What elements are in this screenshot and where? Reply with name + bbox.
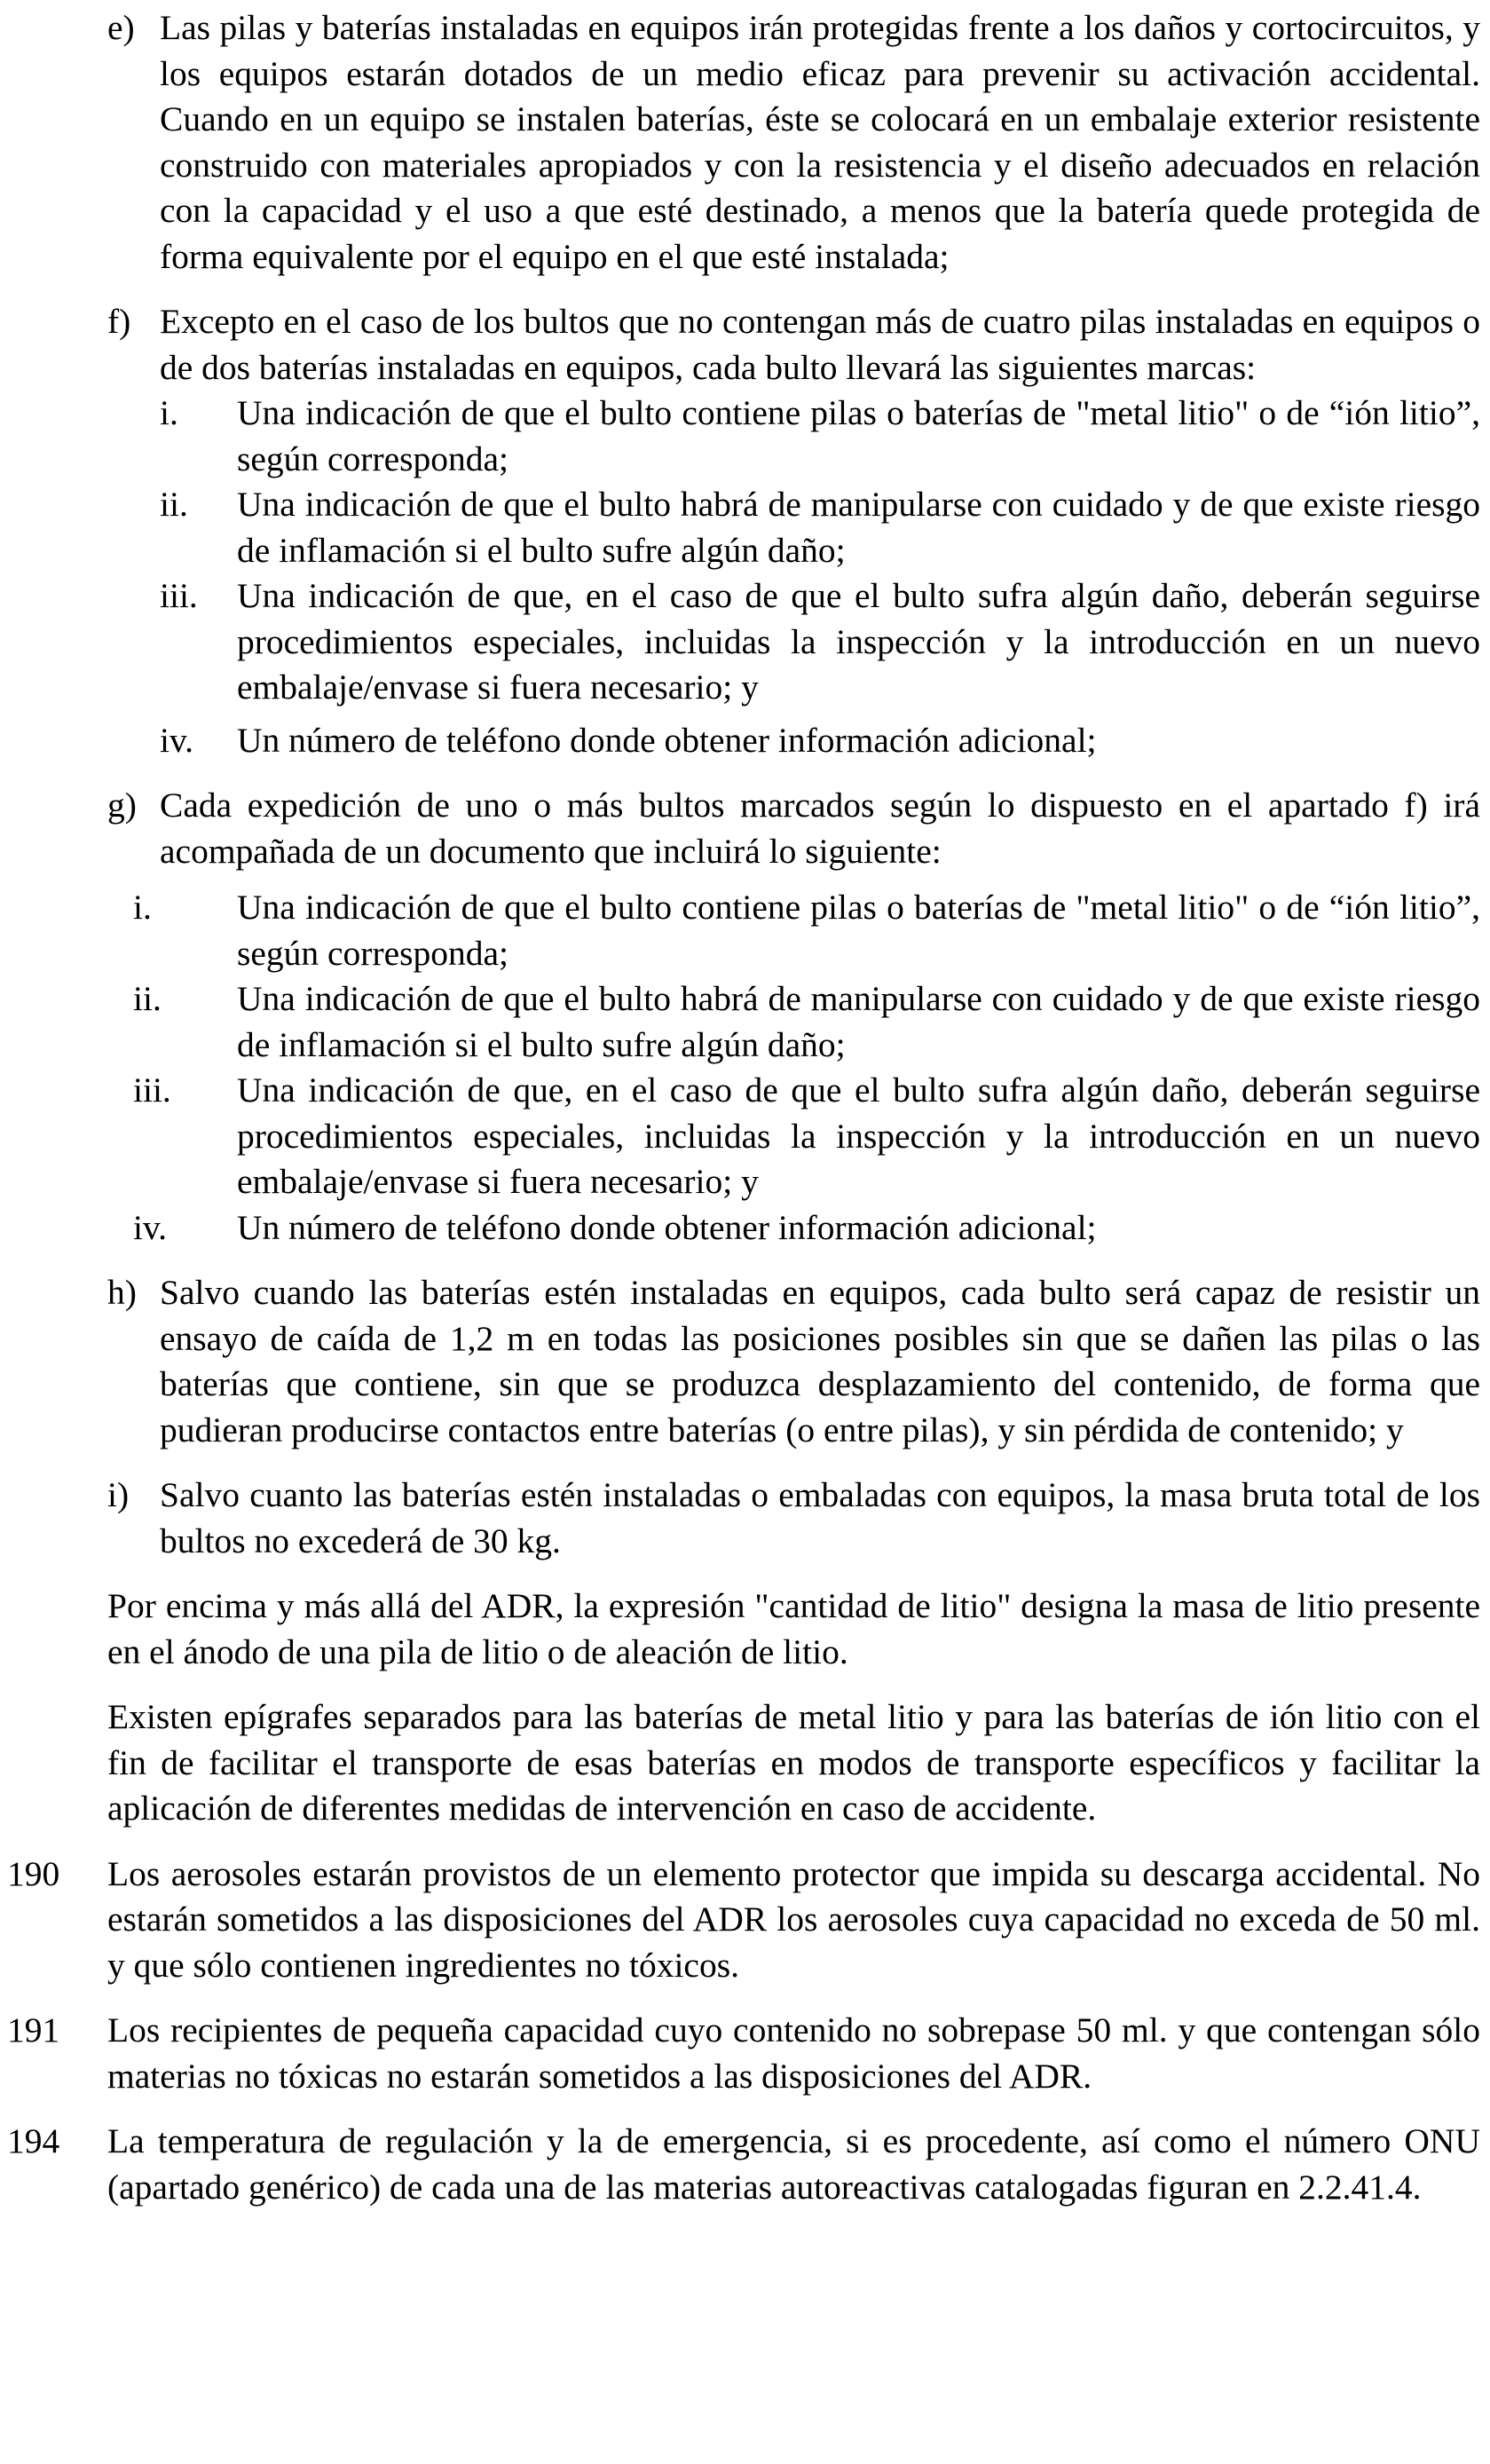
provision-194 xyxy=(0,2119,1490,2210)
roman-numeral: i. xyxy=(160,393,178,432)
sublist-item xyxy=(133,1205,1480,1252)
sublist-item xyxy=(160,482,1480,573)
item-text: Las pilas y baterías instaladas en equipos irán protegidas frente a los daños y cortocircuitos, y los equipos estarán dotados de un medio eficaz para prevenir su activación accidental. Cuando en un equipo se instalen baterías, éste se colocará en un embalaje exterior resistente construido con materiales apropiados y con la resistencia y el diseño adecuados en relación con la capacidad y el uso a que esté destinado, a menos que la batería quede protegida de forma equivalente por el equipo en el que esté instalada; xyxy=(160,8,1480,276)
sublist-g xyxy=(133,885,1480,1251)
document-page xyxy=(0,5,1490,2230)
sublist-item xyxy=(160,573,1480,711)
provision-190 xyxy=(0,1852,1490,1989)
paragraph: Por encima y más allá del ADR, la expresión "cantidad de litio" designa la masa de litio presente en el ánodo de una pila de litio o de aleación de litio. xyxy=(107,1586,1480,1671)
provision-number: 191 xyxy=(7,2010,60,2049)
sublist-item-text: Una indicación de que el bulto habrá de manipularse con cuidado y de que existe riesgo de inflamación si el bulto sufre algún daño; xyxy=(237,485,1480,570)
list-item-f xyxy=(0,299,1490,763)
provision-number: 190 xyxy=(7,1853,60,1893)
sublist-item-text: Una indicación de que el bulto contiene pilas o baterías de "metal litio" o de “ión litio”, según corresponda; xyxy=(237,393,1480,478)
sublist-f xyxy=(160,391,1480,763)
item-label: h) xyxy=(107,1273,137,1312)
roman-numeral: ii. xyxy=(133,979,162,1018)
roman-numeral: iv. xyxy=(160,720,194,760)
roman-numeral: iv. xyxy=(133,1207,168,1247)
sublist-item-text: Una indicación de que, en el caso de que el bulto sufra algún daño, deberán seguirse procedimientos especiales, incluidas la inspección y la introducción en un nuevo embalaje/envase si fuera necesario; y xyxy=(237,1070,1480,1201)
sublist-item xyxy=(133,976,1480,1068)
sublist-item xyxy=(160,718,1480,764)
sublist-item xyxy=(133,1068,1480,1205)
sublist-item-text: Una indicación de que el bulto contiene pilas o baterías de "metal litio" o de “ión litio”, según corresponda; xyxy=(237,888,1480,973)
roman-numeral: ii. xyxy=(160,485,188,524)
paragraph: Existen epígrafes separados para las baterías de metal litio y para las baterías de ión litio con el fin de facilitar el transporte de esas baterías en modos de transporte específicos y facilitar la aplicación de diferentes medidas de intervención en caso de accidente. xyxy=(107,1697,1480,1828)
item-text: Salvo cuanto las baterías estén instaladas o embaladas con equipos, la masa bruta total de los bultos no excederá de 30 kg. xyxy=(160,1475,1480,1560)
provision-text: Los aerosoles estarán provistos de un elemento protector que impida su descarga accidental. No estarán sometidos a las disposiciones del ADR los aerosoles cuya capacidad no exceda de 50 ml. y que sólo contienen ingredientes no tóxicos. xyxy=(107,1853,1480,1985)
item-text: Cada expedición de uno o más bultos marcados según lo dispuesto en el apartado f) irá acompañada de un documento que incluirá lo siguiente: xyxy=(160,786,1480,871)
list-item-h xyxy=(0,1270,1490,1453)
provision-text: La temperatura de regulación y la de emergencia, si es procedente, así como el número ONU (apartado genérico) de cada una de las materias autoreactivas catalogadas figuran en 2.2.41.4. xyxy=(107,2121,1480,2207)
item-text: Salvo cuando las baterías estén instaladas en equipos, cada bulto será capaz de resistir un ensayo de caída de 1,2 m en todas las posiciones posibles sin que se dañen las pilas o las baterías que contiene, sin que se produzca desplazamiento del contenido, de forma que pudieran producirse contactos entre baterías (o entre pilas), y sin pérdida de contenido; y xyxy=(160,1273,1480,1449)
item-label: f) xyxy=(107,302,131,341)
list-item-i xyxy=(0,1473,1490,1564)
sublist-item xyxy=(160,391,1480,482)
list-item-g xyxy=(0,783,1490,1251)
provision-191 xyxy=(0,2008,1490,2099)
list-item-e xyxy=(0,5,1490,280)
item-label: i) xyxy=(107,1475,130,1514)
roman-numeral: i. xyxy=(133,888,152,927)
item-label: g) xyxy=(107,786,137,825)
item-label: e) xyxy=(107,8,135,47)
item-text: Excepto en el caso de los bultos que no contengan más de cuatro pilas instaladas en equipos o de dos baterías instaladas en equipos, cada bulto llevará las siguientes marcas: xyxy=(160,302,1480,387)
provision-text: Los recipientes de pequeña capacidad cuyo contenido no sobrepase 50 ml. y que contengan sólo materias no tóxicas no estarán sometidos a las disposiciones del ADR. xyxy=(107,2010,1480,2096)
roman-numeral: iii. xyxy=(160,576,198,615)
sublist-item-text: Una indicación de que, en el caso de que el bulto sufra algún daño, deberán seguirse procedimientos especiales, incluidas la inspección y la introducción en un nuevo embalaje/envase si fuera necesario; y xyxy=(237,576,1480,707)
sublist-item-text: Una indicación de que el bulto habrá de manipularse con cuidado y de que existe riesgo de inflamación si el bulto sufre algún daño; xyxy=(237,979,1480,1064)
provision-number: 194 xyxy=(7,2121,60,2160)
sublist-item-text: Un número de teléfono donde obtener información adicional; xyxy=(237,1207,1097,1247)
sublist-item-text: Un número de teléfono donde obtener información adicional; xyxy=(237,720,1097,760)
roman-numeral: iii. xyxy=(133,1070,171,1110)
sublist-item xyxy=(133,885,1480,976)
